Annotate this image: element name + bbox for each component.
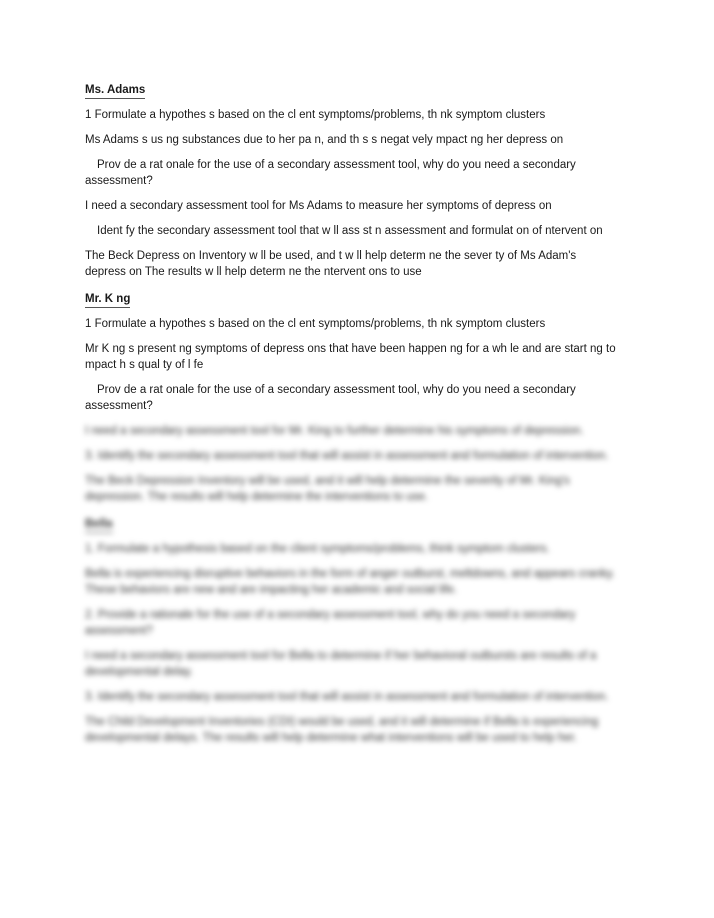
question-3: 3. Identify the secondary assessment tool that will assist in assessment and formulation of intervention. bbox=[85, 691, 609, 703]
question-2-line-1: Prov de a rat onale for the use of a secondary assessment tool, why do you need a secondary bbox=[97, 384, 576, 396]
question-3: Ident fy the secondary assessment tool that w ll ass st n assessment and formulat on of ntervent on bbox=[97, 225, 603, 237]
answer-2-line-1: I need a secondary assessment tool for Bella to determine if her behavioral outbursts are results of a bbox=[85, 650, 597, 662]
question-2-line-1: Prov de a rat onale for the use of a secondary assessment tool, why do you need a secondary bbox=[97, 159, 576, 171]
question-2-line-1: 2. Provide a rationale for the use of a secondary assessment tool, why do you need a secondary bbox=[85, 609, 576, 621]
answer-1-line-1: Mr K ng s present ng symptoms of depress ons that have been happen ng for a wh le and are start ng to bbox=[85, 343, 616, 355]
section-bella bbox=[85, 514, 635, 746]
answer-3-line-2: depress on The results w ll help determ ne the ntervent ons to use bbox=[85, 266, 422, 278]
section-heading: Ms. Adams bbox=[85, 82, 145, 99]
question-1: 1. Formulate a hypothesis based on the client symptoms/problems, think symptom clusters. bbox=[85, 543, 550, 555]
answer-2 bbox=[85, 648, 635, 680]
section-ms-adams bbox=[85, 80, 635, 280]
answer-3-line-1: The Beck Depression Inventory will be used, and it will help determine the severity of Mr. King's bbox=[85, 475, 570, 487]
answer-2: I need a secondary assessment tool for Ms Adams to measure her symptoms of depress on bbox=[85, 200, 552, 212]
answer-1-line-1: Bella is experiencing disruptive behaviors in the form of anger outburst, meltdowns, and appears cranky. bbox=[85, 568, 615, 580]
answer-3-line-1: The Beck Depress on Inventory w ll be used, and t w ll help determ ne the sever ty of Ms Adam's bbox=[85, 250, 577, 262]
section-mr-king bbox=[85, 289, 635, 505]
question-2 bbox=[85, 157, 635, 189]
answer-1-line-2: mpact h s qual ty of l fe bbox=[85, 359, 204, 371]
answer-1 bbox=[85, 566, 635, 598]
section-heading: Bella bbox=[85, 516, 113, 533]
answer-1-line-2: These behaviors are new and are impacting her academic and social life. bbox=[85, 584, 458, 596]
answer-2: I need a secondary assessment tool for Mr. King to further determine his symptoms of depression. bbox=[85, 425, 584, 437]
question-3: 3. Identify the secondary assessment tool that will assist in assessment and formulation of intervention. bbox=[85, 450, 609, 462]
question-2-line-2: assessment? bbox=[85, 175, 153, 187]
answer-1 bbox=[85, 341, 635, 373]
question-1: 1 Formulate a hypothes s based on the cl ent symptoms/problems, th nk symptom clusters bbox=[85, 318, 546, 330]
answer-2-line-2: developmental delay. bbox=[85, 666, 193, 678]
question-2 bbox=[85, 382, 635, 414]
answer-3 bbox=[85, 248, 635, 280]
question-1: 1 Formulate a hypothes s based on the cl ent symptoms/problems, th nk symptom clusters bbox=[85, 109, 546, 121]
answer-3-line-1: The Child Development Inventories (CDI) would be used, and it will determine if Bella is experiencing bbox=[85, 716, 599, 728]
question-2-line-2: assessment? bbox=[85, 400, 153, 412]
answer-3-line-2: developmental delays. The results will help determine what interventions will be used to help her. bbox=[85, 732, 578, 744]
answer-3-line-2: depression. The results will help determine the interventions to use. bbox=[85, 491, 429, 503]
answer-1: Ms Adams s us ng substances due to her pa n, and th s s negat vely mpact ng her depress on bbox=[85, 134, 564, 146]
blurred-content bbox=[85, 423, 635, 505]
answer-3 bbox=[85, 473, 635, 505]
question-2-line-2: assessment? bbox=[85, 625, 153, 637]
section-heading: Mr. K ng bbox=[85, 291, 130, 308]
question-2 bbox=[85, 607, 635, 639]
document-body bbox=[85, 80, 635, 755]
answer-3 bbox=[85, 714, 635, 746]
